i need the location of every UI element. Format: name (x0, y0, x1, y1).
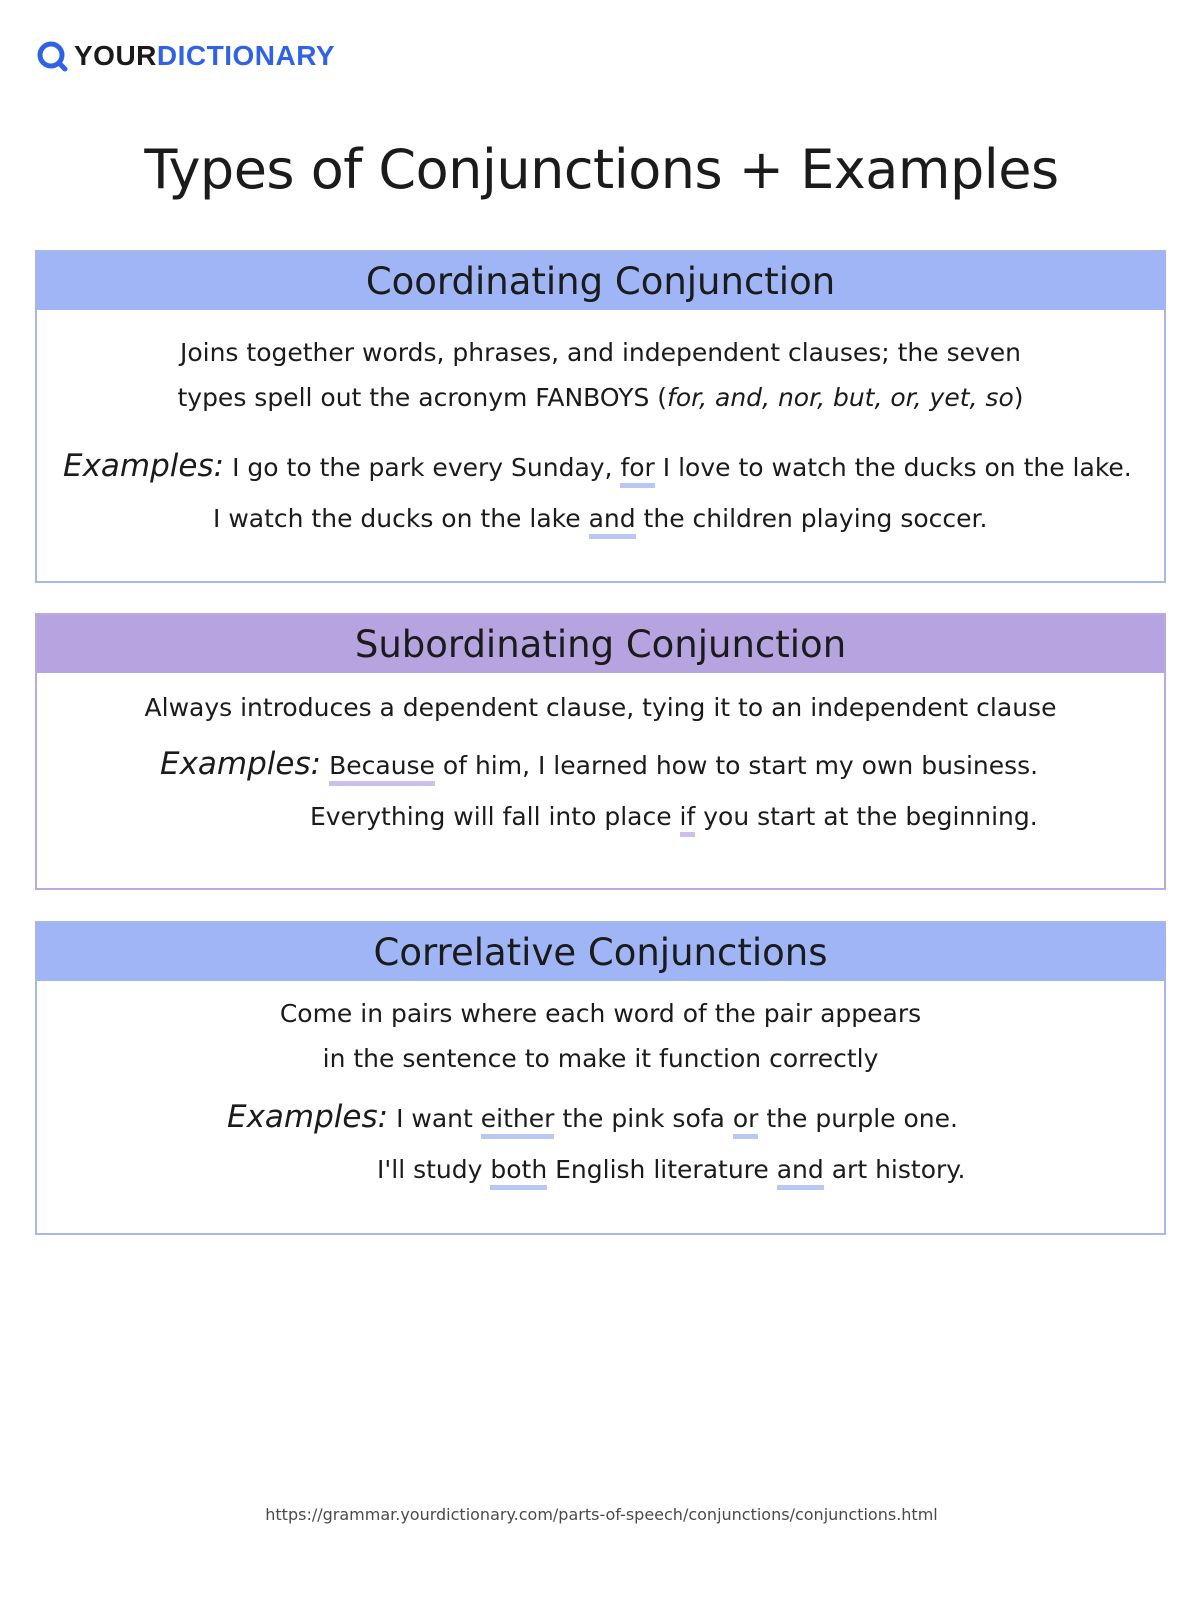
section-heading: Subordinating Conjunction (37, 615, 1164, 673)
section-heading: Coordinating Conjunction (37, 252, 1164, 310)
section-description (37, 685, 1164, 730)
description-line: Come in pairs where each word of the pair appears (279, 999, 922, 1028)
logo-text-your: YOUR (74, 40, 157, 71)
conjunction-highlight: if (680, 802, 696, 837)
conjunction-highlight: both (490, 1155, 547, 1190)
yourdictionary-logo[interactable] (36, 40, 335, 72)
conjunction-highlight: Because (329, 751, 435, 786)
description-line: Joins together words, phrases, and independent clauses; the seven (179, 338, 1022, 367)
magnifier-logo-icon (36, 40, 68, 72)
example-sentence: I watch the ducks on the lake and the children playing soccer. (213, 504, 987, 533)
examples-label: Examples: (227, 1099, 389, 1135)
fanboys-list: for, and, nor, but, or, yet, so (667, 383, 1014, 412)
section-heading: Correlative Conjunctions (37, 923, 1164, 981)
section-description (37, 330, 1164, 420)
conjunction-highlight: and (777, 1155, 824, 1190)
correlative-conjunctions-card (35, 921, 1166, 1235)
logo-text-dictionary: DICTIONARY (156, 40, 336, 71)
examples-label: Examples: (160, 746, 322, 782)
page-title: Types of Conjunctions + Examples (144, 138, 1059, 201)
section-description (37, 991, 1164, 1081)
example-sentence: Everything will fall into place if you start at the beginning. (310, 802, 1038, 831)
conjunction-highlight: and (589, 504, 636, 539)
coordinating-conjunction-card (35, 250, 1166, 583)
example-sentence: Examples: I want either the pink sofa or the purple one. (227, 1099, 958, 1135)
description-line: in the sentence to make it function correctly (322, 1044, 879, 1073)
description-line: Always introduces a dependent clause, tying it to an independent clause (144, 693, 1057, 722)
example-sentence: Examples: Because of him, I learned how to start my own business. (160, 746, 1038, 782)
conjunction-highlight: either (481, 1104, 555, 1139)
conjunction-highlight: or (733, 1104, 759, 1139)
example-sentence: Examples: I go to the park every Sunday, for I love to watch the ducks on the lake. (63, 448, 1132, 484)
subordinating-conjunction-card (35, 613, 1166, 890)
source-url[interactable]: https://grammar.yourdictionary.com/parts-of-speech/conjunctions/conjunctions.html (265, 1505, 938, 1524)
description-line: types spell out the acronym FANBOYS (for, and, nor, but, or, yet, so) (177, 383, 1024, 412)
example-sentence: I'll study both English literature and art history. (377, 1155, 965, 1184)
examples-label: Examples: (63, 448, 225, 484)
conjunction-highlight: for (620, 453, 654, 488)
